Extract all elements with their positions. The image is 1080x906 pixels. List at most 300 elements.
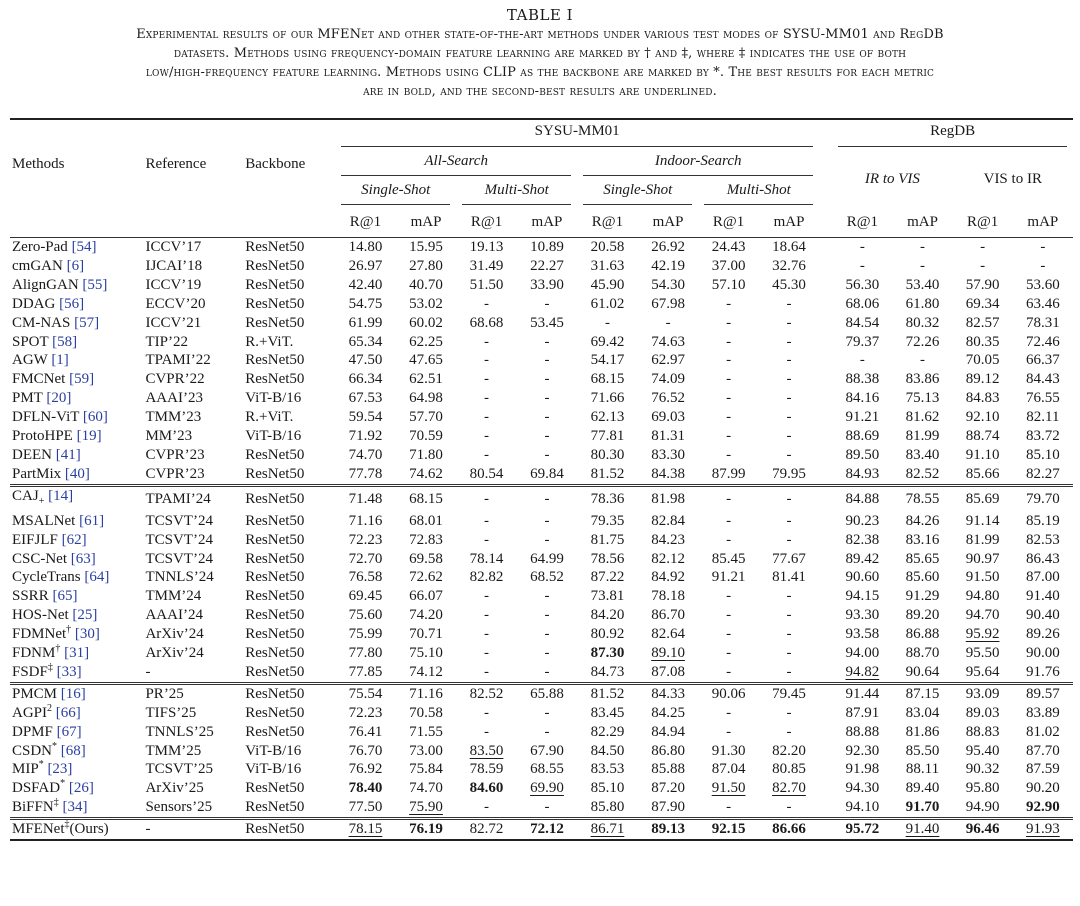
header-regdb: RegDB (838, 123, 1067, 147)
backbone-cell: ViT-B/16 (245, 761, 302, 778)
value-cell: 91.93 (1013, 819, 1073, 840)
value-cell: 47.50 (348, 352, 383, 369)
table-row (10, 389, 1073, 408)
reference-cell: CVPR’23 (145, 446, 205, 463)
value-cell: 89.10 (651, 645, 685, 662)
value-cell: 26.92 (638, 238, 699, 257)
value-cell: 82.38 (845, 531, 880, 548)
value-cell: 88.11 (905, 761, 940, 778)
header-all-single: Single-Shot (341, 182, 450, 205)
value-cell: 87.00 (1025, 569, 1060, 586)
value-cell: 88.38 (845, 371, 880, 388)
value-cell: 84.43 (1025, 371, 1060, 388)
method-name: DPMF [67] (12, 723, 82, 740)
value-cell: 10.89 (517, 238, 577, 257)
value-cell: - (726, 371, 732, 388)
header-indoor-search: Indoor-Search (583, 153, 813, 176)
value-cell: - (786, 704, 792, 721)
value-cell: 69.34 (965, 295, 1000, 312)
value-cell: 89.12 (965, 371, 1000, 388)
value-cell: 74.12 (409, 663, 443, 680)
citation-link[interactable]: [68] (60, 742, 86, 759)
value-cell: 75.99 (348, 626, 383, 643)
value-cell: 90.00 (1025, 645, 1060, 662)
value-cell: 95.40 (965, 742, 1000, 759)
backbone-cell: ResNet50 (245, 257, 305, 274)
value-cell: - (484, 531, 490, 548)
citation-link[interactable]: [26] (68, 780, 94, 797)
value-cell: - (484, 626, 490, 643)
value-cell: 95.50 (965, 645, 1000, 662)
table-row (10, 568, 1073, 587)
value-cell: 83.86 (905, 371, 940, 388)
backbone-cell: ResNet50 (245, 446, 305, 463)
backbone-cell: ResNet50 (245, 465, 305, 482)
value-cell: 95.64 (965, 663, 1000, 680)
value-cell: 71.92 (348, 428, 383, 445)
value-cell: 81.75 (590, 531, 625, 548)
reference-cell: TPAMI’22 (145, 352, 211, 369)
backbone-cell: ViT-B/16 (245, 742, 302, 759)
citation-link[interactable]: [40] (64, 465, 90, 482)
table-row (10, 531, 1073, 550)
value-cell: 90.64 (905, 663, 940, 680)
value-cell: 84.26 (905, 512, 940, 529)
reference-cell: TNNLS’25 (145, 723, 214, 740)
method-name: HOS-Net [25] (12, 607, 98, 624)
value-cell: 61.02 (590, 295, 625, 312)
value-cell: 81.86 (905, 723, 940, 740)
value-cell: 70.71 (409, 626, 443, 643)
value-cell: 26.97 (348, 257, 383, 274)
value-cell: - (892, 238, 952, 257)
header-r1: R@1 (577, 208, 638, 238)
value-cell: 82.84 (651, 512, 685, 529)
backbone-cell: ResNet50 (245, 550, 305, 567)
value-cell: 85.19 (1025, 512, 1060, 529)
value-cell: - (484, 663, 490, 680)
value-cell: - (786, 390, 792, 407)
backbone-cell: ResNet50 (245, 295, 305, 312)
value-cell: - (484, 390, 490, 407)
value-cell: 62.97 (651, 352, 685, 369)
value-cell: 72.46 (1025, 333, 1060, 350)
citation-link[interactable]: [60] (82, 409, 108, 426)
value-cell: 76.19 (396, 819, 457, 840)
table-row (10, 333, 1073, 352)
value-cell: 62.13 (590, 409, 625, 426)
value-cell: - (484, 333, 490, 350)
value-cell: - (544, 333, 550, 350)
value-cell: 85.65 (905, 550, 940, 567)
value-cell: - (786, 607, 792, 624)
value-cell: 94.70 (965, 607, 1000, 624)
method-name: AlignGAN [55] (12, 276, 108, 293)
backbone-cell: ResNet50 (245, 314, 305, 331)
value-cell: 33.90 (530, 276, 564, 293)
citation-link[interactable]: [23] (47, 761, 73, 778)
value-cell: 95.72 (832, 819, 892, 840)
value-cell: 76.70 (348, 742, 383, 759)
value-cell: 88.69 (845, 428, 880, 445)
value-cell: 87.59 (1025, 761, 1060, 778)
value-cell: 91.29 (905, 588, 940, 605)
value-cell: 94.00 (845, 645, 880, 662)
table-label: TABLE I (506, 6, 574, 24)
method-name: CM-NAS [57] (12, 314, 100, 331)
value-cell: 19.13 (456, 238, 516, 257)
citation-link[interactable]: [65] (52, 588, 78, 605)
table-row (10, 446, 1073, 465)
value-cell: 89.03 (965, 704, 1000, 721)
value-cell: 92.10 (965, 409, 1000, 426)
value-cell: 84.16 (845, 390, 880, 407)
value-cell: - (484, 799, 490, 816)
value-cell: 79.37 (845, 333, 880, 350)
value-cell: - (726, 409, 732, 426)
value-cell: 76.41 (348, 723, 383, 740)
value-cell: - (726, 607, 732, 624)
value-cell: 74.20 (409, 607, 443, 624)
reference-cell: CVPR’22 (145, 371, 205, 388)
value-cell: 74.09 (651, 371, 685, 388)
value-cell: 86.71 (577, 819, 638, 840)
value-cell: 85.60 (905, 569, 940, 586)
value-cell: 91.21 (711, 569, 746, 586)
header-map: mAP (517, 208, 577, 238)
header-all-search: All-Search (341, 153, 571, 176)
value-cell: 74.70 (409, 780, 443, 797)
reference-cell: ArXiv’25 (145, 780, 204, 797)
value-cell: 85.45 (711, 550, 746, 567)
value-cell: - (726, 333, 732, 350)
value-cell: 72.23 (348, 704, 383, 721)
value-cell: 66.07 (409, 588, 443, 605)
header-indoor-single: Single-Shot (583, 182, 692, 205)
value-cell: 91.40 (892, 819, 952, 840)
citation-link[interactable]: [59] (69, 371, 95, 388)
caption-line-2: datasets. Methods using frequency-domain feature learning are marked by † and ‡, where ‡ indicates the use of both (173, 46, 907, 61)
value-cell: 67.90 (530, 742, 564, 759)
value-cell: - (544, 531, 550, 548)
value-cell: 77.85 (348, 663, 383, 680)
table-row (10, 779, 1073, 798)
backbone-cell: ResNet50 (245, 663, 305, 680)
reference-cell: ICCV’19 (145, 276, 202, 293)
reference-cell: ArXiv’24 (145, 626, 204, 643)
citation-link[interactable]: [61] (79, 512, 105, 529)
value-cell: 94.15 (845, 588, 880, 605)
value-cell: 86.66 (759, 819, 819, 840)
table-row (10, 742, 1073, 761)
value-cell: 75.84 (409, 761, 443, 778)
value-cell: 59.54 (348, 409, 383, 426)
value-cell: 24.43 (698, 238, 758, 257)
citation-link[interactable]: [64] (84, 569, 110, 586)
header-sysu: SYSU-MM01 (341, 123, 813, 147)
value-cell: 83.40 (905, 446, 940, 463)
citation-link[interactable]: [1] (51, 352, 69, 369)
table-row (10, 370, 1073, 389)
value-cell: 72.23 (348, 531, 383, 548)
value-cell: 79.35 (590, 512, 625, 529)
value-cell: - (484, 295, 490, 312)
value-cell: 20.58 (577, 238, 638, 257)
value-cell: 57.10 (711, 276, 746, 293)
value-cell: 80.85 (772, 761, 806, 778)
value-cell: 78.15 (335, 819, 396, 840)
value-cell: - (544, 371, 550, 388)
table-body (10, 238, 1073, 841)
method-name: DFLN-ViT [60] (12, 409, 108, 426)
value-cell: - (786, 428, 792, 445)
value-cell: 14.80 (335, 238, 396, 257)
value-cell: - (786, 512, 792, 529)
value-cell: 87.15 (892, 683, 952, 703)
value-cell: - (726, 531, 732, 548)
value-cell: 91.44 (832, 683, 892, 703)
reference-cell: TMM’24 (145, 588, 202, 605)
table-row (10, 663, 1073, 683)
table-row (10, 295, 1073, 314)
value-cell: - (726, 588, 732, 605)
value-cell: 31.63 (590, 257, 625, 274)
value-cell: 91.50 (965, 569, 1000, 586)
value-cell: - (726, 390, 732, 407)
value-cell: 80.32 (905, 314, 940, 331)
value-cell: - (726, 428, 732, 445)
value-cell: - (484, 645, 490, 662)
method-name: FSDF‡ [33] (12, 661, 82, 680)
reference-cell: TCSVT’24 (145, 531, 213, 548)
value-cell: 76.52 (651, 390, 685, 407)
value-cell: 94.30 (845, 780, 880, 797)
value-cell: 89.40 (905, 780, 940, 797)
results-table (10, 118, 1073, 841)
citation-link[interactable]: [54] (71, 239, 97, 255)
citation-link[interactable]: [63] (70, 550, 96, 567)
value-cell: 77.50 (348, 799, 383, 816)
citation-link[interactable]: [31] (64, 645, 90, 662)
value-cell: 76.92 (348, 761, 383, 778)
value-cell: 82.52 (905, 465, 940, 482)
value-cell: 87.22 (590, 569, 625, 586)
value-cell: 74.70 (348, 446, 383, 463)
header-indoor-multi: Multi-Shot (704, 182, 813, 205)
value-cell: 84.20 (590, 607, 625, 624)
value-cell: 61.99 (348, 314, 383, 331)
value-cell: - (484, 409, 490, 426)
value-cell: 68.01 (409, 512, 443, 529)
value-cell: 89.42 (845, 550, 880, 567)
table-row (10, 512, 1073, 531)
value-cell: - (484, 352, 490, 369)
citation-link[interactable]: [66] (55, 704, 81, 721)
header-all-multi: Multi-Shot (462, 182, 571, 205)
reference-cell: TNNLS’24 (145, 569, 214, 586)
citation-link[interactable]: [67] (56, 723, 82, 740)
reference-cell: ICCV’21 (145, 314, 202, 331)
value-cell: 67.53 (348, 390, 383, 407)
value-cell: - (544, 512, 550, 529)
value-cell: - (726, 799, 732, 816)
reference-cell: AAAI’24 (145, 607, 203, 624)
value-cell: 87.91 (845, 704, 880, 721)
value-cell: 68.68 (469, 314, 504, 331)
citation-link[interactable]: [16] (60, 685, 86, 702)
value-cell: 82.27 (1025, 465, 1060, 482)
method-name: MSALNet [61] (12, 512, 105, 529)
header-map: mAP (759, 208, 819, 238)
header-map: mAP (892, 208, 952, 238)
value-cell: 53.45 (530, 314, 564, 331)
value-cell: 15.95 (396, 238, 457, 257)
value-cell: - (786, 588, 792, 605)
value-cell: 68.55 (530, 761, 564, 778)
value-cell: - (544, 799, 550, 816)
value-cell: 78.14 (469, 550, 504, 567)
value-cell: 69.84 (530, 465, 564, 482)
value-cell: 82.52 (456, 683, 516, 703)
value-cell: - (919, 352, 925, 369)
value-cell: - (726, 626, 732, 643)
value-cell: 81.41 (772, 569, 806, 586)
method-name: CSDN* [68] (12, 740, 86, 759)
value-cell: 87.30 (590, 645, 625, 662)
reference-cell: ArXiv’24 (145, 645, 204, 662)
value-cell: 88.88 (845, 723, 880, 740)
value-cell: 91.50 (711, 780, 746, 797)
value-cell: 27.80 (409, 257, 443, 274)
value-cell: 31.49 (469, 257, 504, 274)
method-name: Zero-Pad [54] (10, 238, 145, 257)
table-row (10, 465, 1073, 485)
method-name: PMCM [16] (10, 683, 145, 703)
method-name: PartMix [40] (12, 465, 90, 482)
value-cell: 85.50 (905, 742, 940, 759)
citation-link[interactable]: [41] (55, 446, 81, 463)
value-cell: 84.94 (651, 723, 685, 740)
value-cell: 79.70 (1013, 485, 1073, 511)
value-cell: 83.72 (1025, 428, 1060, 445)
value-cell: 85.66 (965, 465, 1000, 482)
value-cell: 84.38 (651, 465, 685, 482)
value-cell: - (544, 588, 550, 605)
value-cell: 80.92 (590, 626, 625, 643)
value-cell: 77.80 (348, 645, 383, 662)
backbone-cell: ResNet50 (245, 607, 305, 624)
value-cell: 81.98 (638, 485, 699, 511)
value-cell: 71.16 (396, 683, 457, 703)
value-cell: 37.00 (711, 257, 746, 274)
value-cell: - (484, 428, 490, 445)
citation-link[interactable]: [33] (56, 663, 82, 680)
value-cell: 85.69 (953, 485, 1013, 511)
method-name: CycleTrans [64] (12, 569, 110, 586)
citation-link[interactable]: [14] (48, 487, 74, 504)
value-cell: 80.30 (590, 446, 625, 463)
value-cell: 79.45 (759, 683, 819, 703)
header-map: mAP (638, 208, 699, 238)
value-cell: 66.37 (1025, 352, 1060, 369)
value-cell: 82.29 (590, 723, 625, 740)
value-cell: 83.04 (905, 704, 940, 721)
value-cell: 69.58 (409, 550, 443, 567)
backbone-cell: ResNet50 (245, 704, 305, 721)
value-cell: 91.98 (845, 761, 880, 778)
header-r1: R@1 (698, 208, 758, 238)
method-name: DDAG [56] (12, 295, 85, 312)
citation-link[interactable]: [55] (82, 276, 108, 293)
value-cell: 70.58 (409, 704, 443, 721)
value-cell: 88.83 (965, 723, 1000, 740)
value-cell: - (726, 446, 732, 463)
value-cell: - (786, 663, 792, 680)
value-cell: 78.55 (892, 485, 952, 511)
method-name: FMCNet [59] (12, 371, 95, 388)
value-cell: 83.45 (590, 704, 625, 721)
value-cell: - (919, 257, 925, 274)
value-cell: - (786, 352, 792, 369)
table-row (10, 238, 1073, 257)
value-cell: 82.64 (651, 626, 685, 643)
backbone-cell: ResNet50 (245, 588, 305, 605)
value-cell: 72.26 (905, 333, 940, 350)
value-cell: 93.58 (845, 626, 880, 643)
backbone-cell: ResNet50 (245, 626, 305, 643)
value-cell: 82.57 (965, 314, 1000, 331)
value-cell: 90.23 (845, 512, 880, 529)
method-name: EIFJLF [62] (12, 531, 87, 548)
value-cell: 57.70 (409, 409, 443, 426)
citation-link[interactable]: [25] (72, 607, 98, 624)
table-row (10, 606, 1073, 625)
header-map: mAP (1013, 208, 1073, 238)
value-cell: 51.50 (469, 276, 504, 293)
value-cell: 94.80 (965, 588, 1000, 605)
backbone-cell: ViT-B/16 (245, 428, 302, 445)
citation-link[interactable]: [20] (46, 390, 72, 407)
value-cell: 72.83 (409, 531, 443, 548)
value-cell: 64.99 (530, 550, 564, 567)
table-row (10, 408, 1073, 427)
citation-link[interactable]: [6] (66, 257, 85, 274)
citation-link[interactable]: [30] (74, 626, 100, 643)
reference-cell: TIFS’25 (145, 704, 197, 721)
value-cell: 75.60 (348, 607, 383, 624)
backbone-cell: ResNet50 (245, 276, 305, 293)
value-cell: - (786, 799, 792, 816)
value-cell: 91.76 (1025, 663, 1060, 680)
value-cell: - (786, 446, 792, 463)
reference-cell: TCSVT’24 (145, 550, 213, 567)
citation-link[interactable]: [56] (59, 295, 85, 312)
citation-link[interactable]: [34] (62, 799, 88, 816)
value-cell: 87.20 (651, 780, 685, 797)
value-cell: 61.80 (905, 295, 940, 312)
value-cell: 71.55 (409, 723, 443, 740)
backbone-cell: R.+ViT. (245, 409, 294, 426)
citation-link[interactable]: [57] (74, 314, 100, 331)
value-cell: 65.34 (348, 333, 383, 350)
value-cell: 81.02 (1025, 723, 1060, 740)
citation-link[interactable]: [58] (52, 333, 78, 350)
citation-link[interactable]: [19] (76, 428, 102, 445)
citation-link[interactable]: [62] (61, 531, 87, 548)
value-cell: 53.40 (905, 276, 940, 293)
value-cell: - (544, 352, 550, 369)
value-cell: 91.21 (845, 409, 880, 426)
